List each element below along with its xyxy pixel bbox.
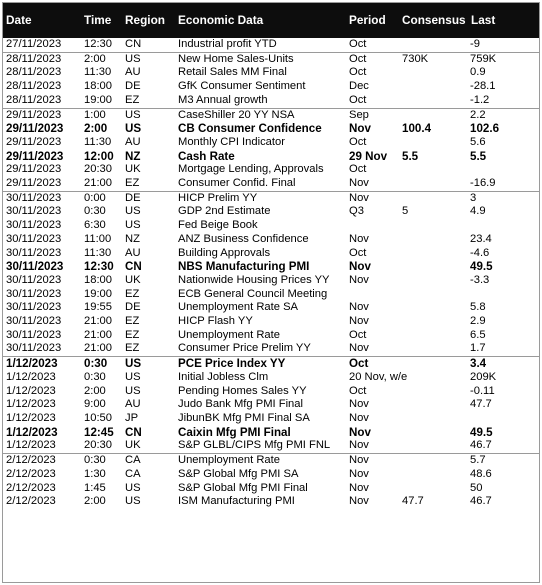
cell-economic-data: ECB General Council Meeting	[178, 287, 328, 300]
cell-time: 2:00	[84, 122, 108, 136]
table-row	[2, 439, 540, 453]
cell-last: 46.7	[470, 439, 492, 452]
cell-last: 2.9	[470, 315, 486, 328]
cell-region: US	[125, 384, 141, 397]
cell-time: 20:30	[84, 439, 112, 452]
table-row	[2, 412, 540, 426]
header-date: Date	[2, 2, 80, 38]
cell-consensus	[400, 468, 467, 482]
table-row	[2, 150, 540, 164]
cell-time: 1:00	[80, 108, 121, 122]
cell-economic-data: Caixin Mfg PMI Final	[178, 425, 291, 439]
cell-date: 30/11/2023	[6, 205, 62, 218]
cell-region: AU	[125, 398, 141, 411]
cell-time: 10:50	[84, 411, 112, 424]
cell-time: 9:00	[84, 398, 106, 411]
cell-period: Nov	[349, 342, 369, 355]
cell-period: Nov	[349, 315, 369, 328]
cell-region: US	[121, 52, 174, 66]
cell-region: CA	[121, 454, 174, 468]
cell-period: Nov	[349, 495, 369, 508]
cell-consensus	[400, 177, 467, 191]
economic-calendar-table	[2, 2, 540, 509]
table-row	[2, 342, 540, 356]
cell-date: 1/12/2023	[6, 411, 56, 424]
cell-last: 3	[467, 191, 540, 205]
cell-consensus	[400, 38, 467, 52]
cell-consensus	[400, 426, 467, 440]
cell-date: 28/11/2023	[2, 52, 80, 66]
cell-period: Oct	[349, 328, 367, 341]
cell-economic-data: Nationwide Housing Prices YY	[178, 273, 330, 286]
table-row	[2, 329, 540, 343]
cell-last	[467, 288, 540, 302]
cell-date: 1/12/2023	[6, 384, 56, 397]
cell-period: Nov	[345, 454, 400, 468]
cell-date: 30/11/2023	[6, 246, 62, 259]
cell-consensus: 5	[402, 205, 409, 218]
cell-consensus	[400, 191, 467, 205]
cell-consensus	[400, 80, 467, 94]
cell-consensus	[400, 315, 467, 329]
cell-region: CA	[125, 467, 141, 480]
cell-economic-data: S&P GLBL/CIPS Mfg PMI FNL	[178, 439, 331, 452]
cell-time: 19:00	[84, 287, 112, 300]
table-row	[2, 288, 540, 302]
cell-time: 12:45	[84, 425, 114, 439]
cell-time: 6:30	[84, 219, 106, 232]
cell-region: US	[121, 108, 174, 122]
cell-consensus	[400, 371, 467, 385]
cell-time: 12:00	[84, 149, 114, 163]
cell-time: 0:30	[84, 370, 106, 383]
cell-region: CN	[125, 38, 142, 50]
cell-date: 29/11/2023	[6, 122, 64, 136]
cell-last: 6.5	[470, 328, 486, 341]
cell-consensus: 100.4	[402, 122, 432, 136]
cell-period: Nov	[349, 273, 369, 286]
cell-region: JP	[125, 411, 139, 424]
cell-time: 0:30	[80, 454, 121, 468]
cell-time: 18:00	[84, 273, 112, 286]
cell-region: DE	[125, 301, 141, 314]
cell-region: UK	[125, 273, 141, 286]
cell-period: Nov	[349, 425, 371, 439]
cell-economic-data: ANZ Business Confidence	[178, 232, 309, 245]
table-row	[2, 454, 540, 468]
cell-time: 21:00	[84, 328, 112, 341]
cell-economic-data: Consumer Price Prelim YY	[178, 342, 311, 355]
header-consensus: Consensus	[400, 2, 467, 38]
cell-date: 29/11/2023	[6, 149, 64, 163]
cell-region: US	[125, 122, 142, 136]
cell-consensus	[400, 66, 467, 80]
cell-period: Nov	[349, 439, 369, 452]
cell-date: 1/12/2023	[2, 357, 80, 371]
cell-consensus	[400, 233, 467, 247]
table-row	[2, 301, 540, 315]
cell-economic-data: Judo Bank Mfg PMI Final	[178, 398, 303, 411]
cell-time: 12:30	[84, 38, 112, 50]
cell-period: Nov	[349, 232, 369, 245]
cell-economic-data: M3 Annual growth	[178, 93, 268, 106]
table-row	[2, 122, 540, 136]
cell-economic-data: CaseShiller 20 YY NSA	[174, 108, 345, 122]
cell-last: 47.7	[470, 398, 492, 411]
cell-period: Nov	[349, 481, 369, 494]
cell-period: Oct	[349, 66, 367, 79]
table-row	[2, 274, 540, 288]
cell-region: AU	[125, 66, 141, 79]
cell-period: Nov	[349, 177, 369, 190]
cell-last	[467, 412, 540, 426]
cell-last: -3.3	[470, 273, 490, 286]
table-row	[2, 482, 540, 496]
cell-economic-data: New Home Sales-Units	[174, 52, 345, 66]
table-row	[2, 219, 540, 233]
cell-date: 30/11/2023	[6, 315, 62, 328]
cell-economic-data: CB Consumer Confidence	[178, 122, 322, 136]
cell-region: AU	[125, 246, 141, 259]
cell-date: 28/11/2023	[6, 93, 62, 106]
table-row	[2, 233, 540, 247]
cell-economic-data: Unemployment Rate	[178, 328, 280, 341]
header-region: Region	[121, 2, 174, 38]
cell-date: 29/11/2023	[6, 135, 62, 148]
cell-region: NZ	[125, 232, 140, 245]
cell-region: UK	[125, 439, 141, 452]
cell-consensus	[400, 385, 467, 399]
cell-last: -28.1	[470, 80, 496, 93]
cell-last: -9	[470, 38, 480, 50]
cell-last: -4.6	[470, 246, 490, 259]
cell-region: AU	[125, 135, 141, 148]
cell-consensus	[400, 342, 467, 356]
cell-date: 2/12/2023	[2, 454, 80, 468]
cell-economic-data: Industrial profit YTD	[178, 38, 277, 50]
cell-time: 19:55	[84, 301, 112, 314]
table-row	[2, 177, 540, 191]
cell-region: NZ	[125, 149, 141, 163]
cell-date: 30/11/2023	[6, 342, 62, 355]
cell-last: 5.6	[470, 135, 486, 148]
cell-period: Nov	[345, 191, 400, 205]
cell-region: EZ	[125, 342, 140, 355]
cell-date: 30/11/2023	[6, 219, 62, 232]
cell-time: 11:30	[84, 135, 112, 148]
cell-time: 20:30	[84, 163, 112, 176]
cell-last: 5.5	[470, 149, 487, 163]
table-row	[2, 426, 540, 440]
cell-period: Nov	[349, 122, 371, 136]
cell-period: Oct	[345, 357, 400, 371]
cell-date: 2/12/2023	[6, 495, 56, 508]
cell-region: DE	[125, 80, 141, 93]
cell-region: US	[125, 370, 141, 383]
table-row	[2, 108, 540, 122]
cell-period: 20 Nov, w/e	[349, 370, 408, 383]
cell-region: US	[125, 219, 141, 232]
cell-last: -1.2	[470, 93, 490, 106]
table-row	[2, 66, 540, 80]
cell-time: 2:00	[84, 495, 106, 508]
cell-last: -0.11	[470, 384, 495, 397]
table-row	[2, 52, 540, 66]
header-time: Time	[80, 2, 121, 38]
cell-economic-data: HICP Prelim YY	[174, 191, 345, 205]
cell-last	[467, 219, 540, 233]
cell-time: 0:30	[84, 205, 106, 218]
cell-economic-data: Initial Jobless Clm	[178, 370, 269, 383]
cell-period: Oct	[349, 38, 367, 50]
cell-economic-data: Retail Sales MM Final	[178, 66, 287, 79]
cell-consensus: 5.5	[402, 149, 419, 163]
cell-last: 23.4	[470, 232, 492, 245]
cell-region: UK	[125, 163, 141, 176]
cell-consensus	[400, 288, 467, 302]
cell-region: US	[125, 495, 141, 508]
cell-economic-data: GfK Consumer Sentiment	[178, 80, 306, 93]
table-row	[2, 136, 540, 150]
table-row	[2, 80, 540, 94]
cell-time: 1:45	[84, 481, 106, 494]
cell-time: 2:00	[80, 52, 121, 66]
economic-calendar	[2, 2, 540, 509]
cell-last: 4.9	[470, 205, 486, 218]
cell-time: 0:00	[80, 191, 121, 205]
cell-date: 2/12/2023	[6, 467, 56, 480]
cell-date: 1/12/2023	[6, 425, 58, 439]
table-row	[2, 371, 540, 385]
cell-consensus	[400, 136, 467, 150]
table-row	[2, 357, 540, 371]
cell-last: 49.5	[470, 425, 493, 439]
cell-last: 209K	[470, 370, 497, 383]
cell-region: EZ	[125, 328, 140, 341]
cell-economic-data: Cash Rate	[178, 149, 235, 163]
cell-economic-data: HICP Flash YY	[178, 315, 253, 328]
cell-time: 19:00	[84, 93, 112, 106]
cell-date: 29/11/2023	[2, 108, 80, 122]
cell-last: 3.4	[467, 357, 540, 371]
cell-last: 50	[470, 481, 483, 494]
cell-last: 48.6	[470, 467, 492, 480]
table-row	[2, 163, 540, 177]
cell-consensus	[400, 454, 467, 468]
cell-date: 29/11/2023	[6, 163, 62, 176]
cell-period: Sep	[345, 108, 400, 122]
table-row	[2, 205, 540, 219]
header-last: Last	[467, 2, 540, 38]
cell-period: 29 Nov	[349, 149, 388, 163]
cell-last: 5.7	[467, 454, 540, 468]
cell-economic-data: Fed Beige Book	[178, 219, 258, 232]
cell-period: Oct	[349, 384, 367, 397]
cell-consensus	[400, 274, 467, 288]
cell-consensus: 47.7	[402, 495, 424, 508]
cell-consensus	[400, 163, 467, 177]
cell-consensus	[400, 247, 467, 261]
cell-date: 2/12/2023	[6, 481, 56, 494]
cell-consensus	[400, 398, 467, 412]
cell-consensus	[400, 329, 467, 343]
header-row	[2, 2, 540, 38]
cell-period: Nov	[349, 398, 369, 411]
cell-economic-data: JibunBK Mfg PMI Final SA	[178, 411, 310, 424]
cell-period: Nov	[349, 260, 371, 274]
cell-time: 21:00	[84, 342, 112, 355]
cell-economic-data: Mortgage Lending, Approvals	[178, 163, 324, 176]
cell-economic-data: Unemployment Rate	[174, 454, 345, 468]
cell-time: 11:30	[84, 66, 112, 79]
cell-period: Oct	[349, 93, 367, 106]
cell-date: 30/11/2023	[6, 328, 62, 341]
table-row	[2, 247, 540, 261]
cell-economic-data: GDP 2nd Estimate	[178, 205, 271, 218]
cell-consensus	[400, 219, 467, 233]
cell-time: 11:30	[84, 246, 112, 259]
cell-economic-data: Building Approvals	[178, 246, 271, 259]
cell-consensus	[400, 357, 467, 371]
cell-date: 30/11/2023	[2, 191, 80, 205]
cell-time: 12:30	[84, 260, 114, 274]
cell-period: Oct	[349, 135, 367, 148]
cell-time: 21:00	[84, 177, 112, 190]
cell-economic-data: S&P Global Mfg PMI Final	[178, 481, 308, 494]
cell-last: 46.7	[470, 495, 492, 508]
cell-region: EZ	[125, 93, 140, 106]
cell-time: 1:30	[84, 467, 106, 480]
cell-region: EZ	[125, 177, 140, 190]
table-row	[2, 260, 540, 274]
cell-consensus: 730K	[400, 52, 467, 66]
cell-period: Oct	[349, 246, 367, 259]
table-row	[2, 398, 540, 412]
cell-region: US	[121, 357, 174, 371]
cell-date: 1/12/2023	[6, 370, 56, 383]
cell-consensus	[400, 412, 467, 426]
cell-period: Dec	[349, 80, 369, 93]
cell-economic-data: ISM Manufacturing PMI	[178, 495, 295, 508]
cell-region: EZ	[125, 315, 140, 328]
cell-period	[345, 288, 400, 302]
cell-time: 11:00	[84, 232, 112, 245]
cell-date: 30/11/2023	[6, 273, 62, 286]
cell-time: 18:00	[84, 80, 112, 93]
table-header	[2, 2, 540, 38]
cell-date: 30/11/2023	[6, 301, 62, 314]
cell-period: Oct	[345, 52, 400, 66]
cell-last: 1.7	[470, 342, 486, 355]
cell-consensus	[400, 301, 467, 315]
cell-region: CN	[125, 425, 142, 439]
cell-consensus	[400, 260, 467, 274]
cell-period: Oct	[349, 163, 367, 176]
cell-region: DE	[121, 191, 174, 205]
cell-time: 2:00	[84, 384, 106, 397]
cell-last: 759K	[467, 52, 540, 66]
cell-region: EZ	[125, 287, 140, 300]
cell-period: Nov	[349, 467, 369, 480]
cell-economic-data: PCE Price Index YY	[174, 357, 345, 371]
table-row	[2, 315, 540, 329]
header-economic-data: Economic Data	[174, 2, 345, 38]
cell-region: US	[125, 205, 141, 218]
cell-date: 1/12/2023	[6, 439, 56, 452]
cell-consensus	[400, 439, 467, 453]
cell-economic-data: Pending Homes Sales YY	[178, 384, 307, 397]
cell-date: 1/12/2023	[6, 398, 56, 411]
cell-time: 21:00	[84, 315, 112, 328]
table-body	[2, 38, 540, 509]
table-row	[2, 495, 540, 509]
cell-period: Q3	[349, 205, 364, 218]
cell-last	[467, 163, 540, 177]
cell-economic-data: Consumer Confid. Final	[178, 177, 296, 190]
cell-last: -16.9	[470, 177, 496, 190]
table-row	[2, 191, 540, 205]
table-row	[2, 38, 540, 52]
cell-economic-data: NBS Manufacturing PMI	[178, 260, 310, 274]
table-row	[2, 385, 540, 399]
cell-time: 0:30	[80, 357, 121, 371]
cell-period: Nov	[349, 301, 369, 314]
cell-date: 28/11/2023	[6, 80, 62, 93]
cell-economic-data: Unemployment Rate SA	[178, 301, 299, 314]
cell-economic-data: Monthly CPI Indicator	[178, 135, 285, 148]
cell-date: 30/11/2023	[6, 260, 64, 274]
cell-period: Nov	[349, 411, 369, 424]
cell-date: 29/11/2023	[6, 177, 62, 190]
cell-date: 28/11/2023	[6, 66, 62, 79]
cell-region: US	[125, 481, 141, 494]
cell-date: 30/11/2023	[6, 232, 62, 245]
cell-region: CN	[125, 260, 142, 274]
cell-last: 0.9	[470, 66, 486, 79]
cell-period	[345, 219, 400, 233]
table-row	[2, 468, 540, 482]
header-period: Period	[345, 2, 400, 38]
cell-date: 30/11/2023	[6, 287, 62, 300]
cell-economic-data: S&P Global Mfg PMI SA	[178, 467, 299, 480]
cell-consensus	[400, 108, 467, 122]
cell-consensus	[400, 482, 467, 496]
cell-last: 2.2	[467, 108, 540, 122]
cell-last: 49.5	[470, 260, 493, 274]
cell-date: 27/11/2023	[6, 38, 62, 50]
cell-last: 5.8	[470, 301, 486, 314]
cell-consensus	[400, 94, 467, 108]
table-row	[2, 94, 540, 108]
cell-last: 102.6	[470, 122, 500, 136]
